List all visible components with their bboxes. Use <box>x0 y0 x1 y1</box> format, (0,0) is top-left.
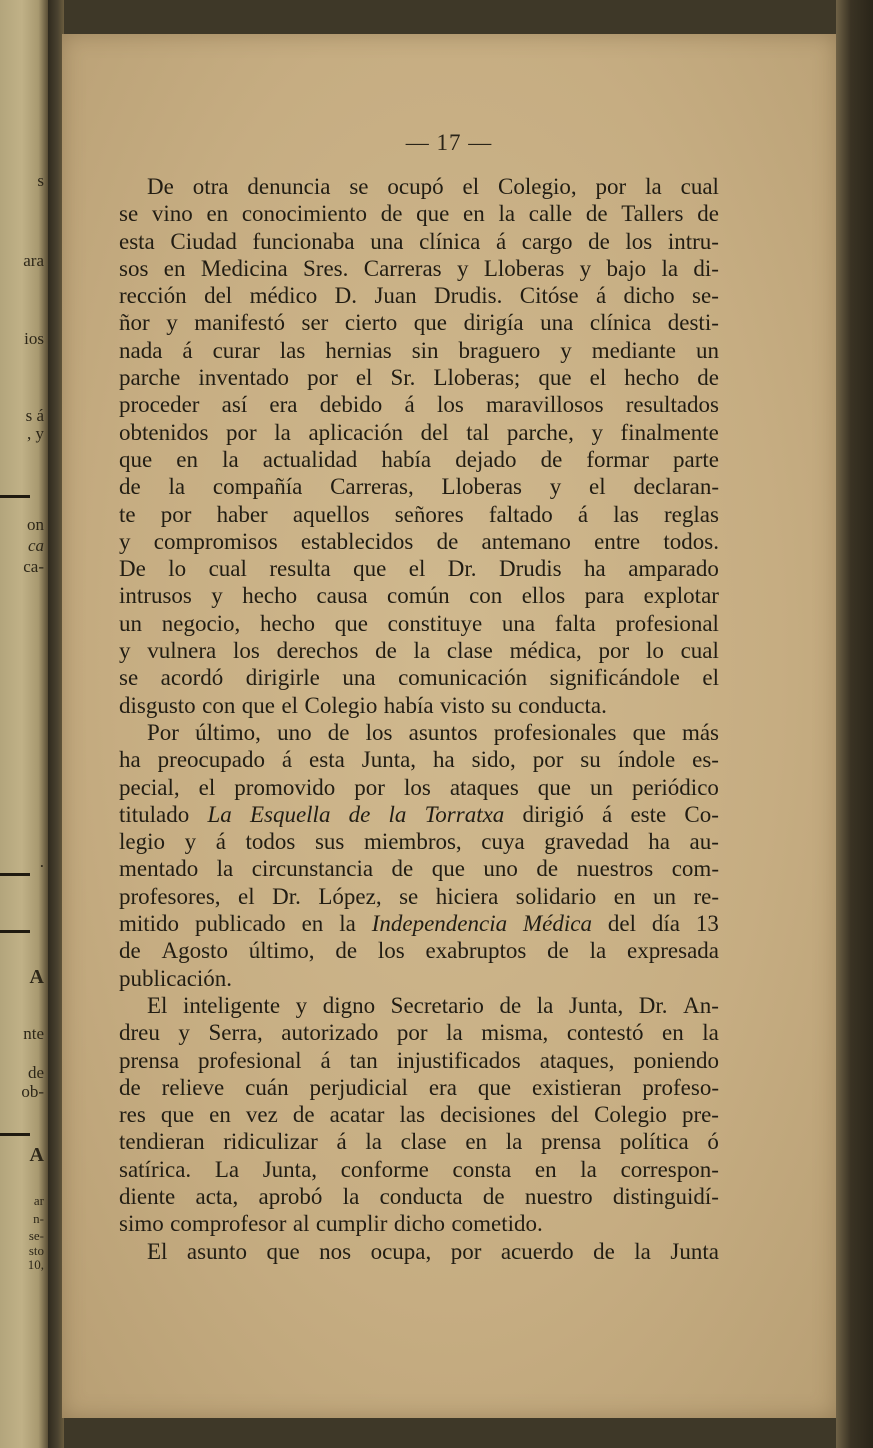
text-line: ha preocupado á esta Junta, ha sido, por su índole es- <box>119 747 719 773</box>
text-line: de la compañía Carreras, Lloberas y el declaran- <box>119 474 719 500</box>
facing-page-fragment: ca- <box>23 557 44 576</box>
body-text <box>119 173 719 1265</box>
text-line: intrusos y hecho causa común con ellos para explotar <box>119 583 719 609</box>
book-page <box>62 34 836 1418</box>
text-line: tendieran ridiculizar á la clase en la prensa política ó <box>119 1129 719 1155</box>
text-line: y vulnera los derechos de la clase médica, por lo cual <box>119 638 719 664</box>
text-line: De otra denuncia se ocupó el Colegio, por la cual <box>147 174 719 199</box>
text-line: un negocio, hecho que constituye una falta profesional <box>119 610 719 636</box>
facing-page-fragment: , y <box>27 424 44 443</box>
text-line: proceder así era debido á los maravillosos resultados <box>119 392 719 418</box>
page-number: — 17 — <box>405 130 493 155</box>
text-line: nada á curar las hernias sin braguero y mediante un <box>119 337 719 363</box>
text-line: te por haber aquellos señores faltado á las reglas <box>119 501 719 527</box>
facing-page-edge <box>0 0 48 1448</box>
facing-page-fragment: s á <box>25 406 44 425</box>
text-line: Por último, uno de los asuntos profesionales que más <box>147 719 719 745</box>
text-line: rección del médico D. Juan Drudis. Citóse á dicho se- <box>119 283 719 309</box>
text-line: se acordó dirigirle una comunicación significándole el <box>119 665 719 691</box>
text-line: legio y á todos sus miembros, cuya gravedad ha au- <box>119 829 719 855</box>
text-line: disgusto con que el Colegio había visto su conducta. <box>119 692 607 718</box>
facing-page-fragment: on <box>27 515 44 534</box>
book-edge-shadow <box>836 0 873 1448</box>
text-line: diente acta, aprobó la conducta de nuestro distinguidí- <box>119 1183 719 1209</box>
facing-page-fragment: s <box>37 171 44 190</box>
text-line: prensa profesional á tan injustificados ataques, poniendo <box>119 1047 719 1073</box>
text-line: mentado la circunstancia de que uno de nuestros com- <box>119 856 719 882</box>
facing-page-fragment: ar <box>33 1193 44 1208</box>
text-line: pecial, el promovido por los ataques que un periódico <box>119 774 719 800</box>
facing-page-rule <box>0 495 30 498</box>
text-line: parche inventado por el Sr. Lloberas; que el hecho de <box>119 365 719 391</box>
facing-page-fragment: A <box>29 1144 44 1166</box>
facing-page-fragment: de <box>27 1063 44 1082</box>
facing-page-fragment: . <box>39 852 44 871</box>
text-line: y compromisos establecidos de antemano entre todos. <box>119 528 719 554</box>
text-line: que en la actualidad había dejado de formar parte <box>119 446 719 472</box>
text-line: de relieve cuán perjudicial era que existieran profeso- <box>119 1074 719 1100</box>
text-line: El asunto que nos ocupa, por acuerdo de la Junta <box>147 1238 719 1264</box>
text-line: de Agosto último, de los exabruptos de la expresada <box>119 938 719 964</box>
text-line: obtenidos por la aplicación del tal parche, y finalmente <box>119 419 719 445</box>
facing-page-fragment: nte <box>23 1024 44 1043</box>
facing-page-fragment: ios <box>24 329 44 348</box>
text-line: El inteligente y digno Secretario de la Junta, Dr. An- <box>147 992 719 1018</box>
text-line: satírica. La Junta, conforme consta en la correspon- <box>119 1156 719 1182</box>
text-line: esta Ciudad funcionaba una clínica á cargo de los intru- <box>119 228 719 254</box>
text-line: publicación. <box>119 965 233 991</box>
facing-page-fragment: sto <box>28 1243 44 1258</box>
text-line: mitido publicado en la Independencia Médica del día 13 <box>119 911 719 937</box>
facing-page-fragment: 10, <box>27 1257 44 1272</box>
facing-page-fragment: n- <box>33 1211 44 1226</box>
facing-page-fragment: ara <box>23 251 44 270</box>
facing-page-fragment: A <box>29 966 44 988</box>
facing-page-fragment: se- <box>28 1228 44 1243</box>
facing-page-rule <box>0 1133 30 1136</box>
facing-page-rule <box>0 930 30 933</box>
text-line: simo comprofesor al cumplir dicho cometido. <box>119 1211 543 1237</box>
text-line: sos en Medicina Sres. Carreras y Lloberas y bajo la di- <box>119 255 719 281</box>
facing-page-rule <box>0 873 30 876</box>
text-line: De lo cual resulta que el Dr. Drudis ha amparado <box>119 556 719 582</box>
text-line: se vino en conocimiento de que en la calle de Tallers de <box>119 201 719 227</box>
text-line: ñor y manifestó ser cierto que dirigía una clínica desti- <box>119 310 719 336</box>
text-line: res que en vez de acatar las decisiones del Colegio pre- <box>119 1102 719 1128</box>
text-line: dreu y Serra, autorizado por la misma, contestó en la <box>119 1020 719 1046</box>
text-line: titulado La Esquella de la Torratxa dirigió á este Co- <box>119 801 719 827</box>
facing-page-fragment: ca <box>27 536 44 555</box>
text-line: profesores, el Dr. López, se hiciera solidario en un re- <box>119 883 719 909</box>
facing-page-fragment: ob- <box>21 1082 44 1101</box>
